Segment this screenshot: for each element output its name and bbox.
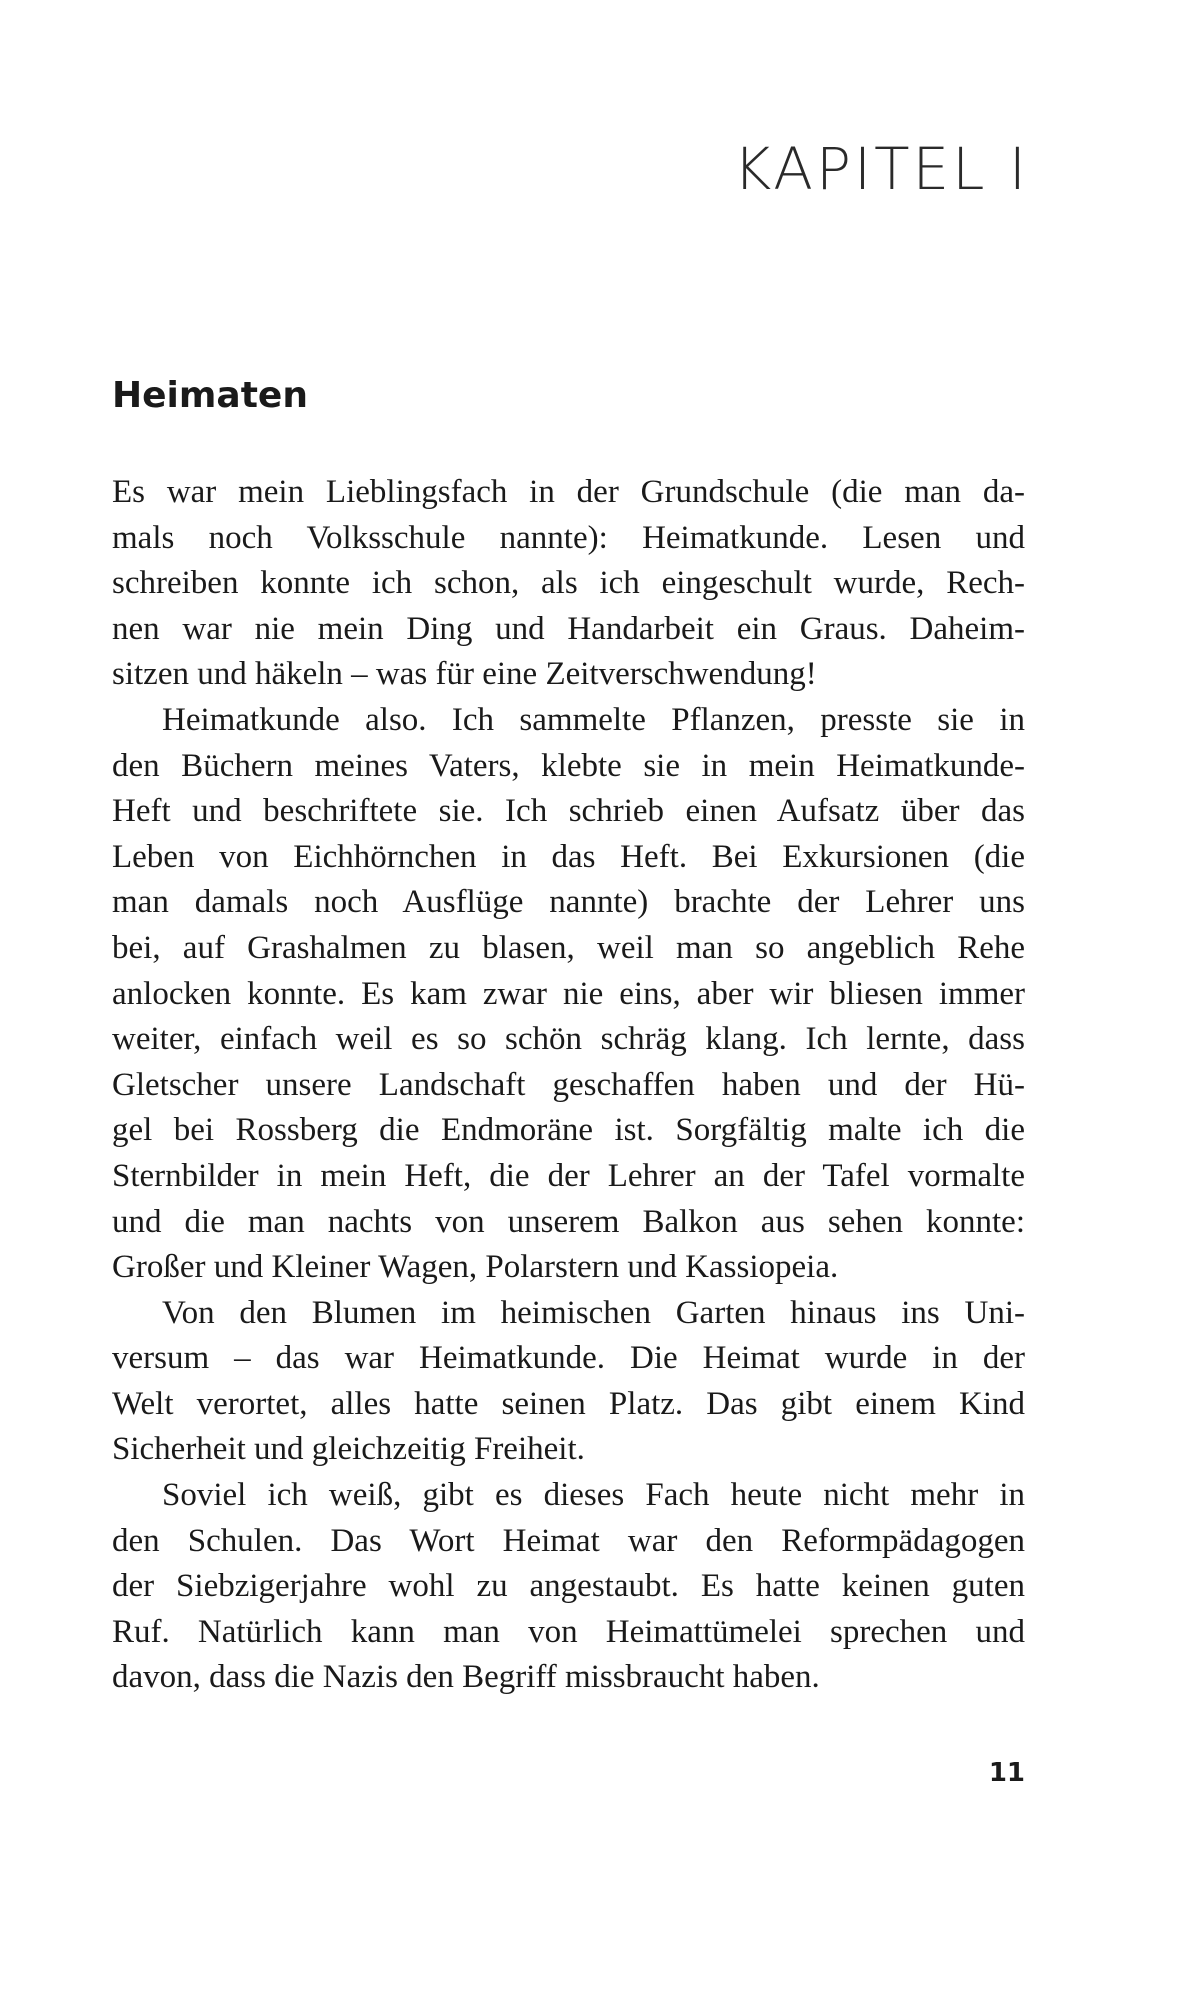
text-line: den Büchern meines Vaters, klebte sie in mein Heimatkunde- [112,747,1025,784]
text-line: Heft und beschriftete sie. Ich schrieb einen Aufsatz über das [112,793,1025,830]
chapter-title: KAPITEL I [733,135,1029,203]
text-line: Sternbilder in mein Heft, die der Lehrer an der Tafel vormalte [112,1157,1025,1194]
text-line: versum – das war Heimatkunde. Die Heimat wurde in der [112,1340,1025,1377]
text-line: bei, auf Grashalmen zu blasen, weil man so angeblich Rehe [112,929,1025,966]
page-number: 11 [988,1758,1025,1788]
text-line: den Schulen. Das Wort Heimat war den Reformpädagogen [112,1522,1025,1559]
text-line: Sicherheit und gleichzeitig Freiheit. [112,1431,585,1468]
paragraph-4 [112,1473,1025,1701]
text-line: Es war mein Lieblingsfach in der Grundschule (die man da- [112,474,1025,510]
text-line: schreiben konnte ich schon, als ich eingeschult wurde, Rech- [112,565,1025,602]
text-line: Großer und Kleiner Wagen, Polarstern und Kassiopeia. [112,1249,839,1286]
text-line: der Siebzigerjahre wohl zu angestaubt. Es hatte keinen guten [112,1568,1025,1605]
paragraph-1 [112,470,1025,698]
text-line: sitzen und häkeln – was für eine Zeitverschwendung! [112,656,817,693]
text-line: anlocken konnte. Es kam zwar nie eins, aber wir bliesen immer [112,975,1025,1012]
body-text [112,470,1025,1701]
paragraph-3 [112,1291,1025,1473]
text-line: mals noch Volksschule nannte): Heimatkunde. Lesen und [112,519,1025,556]
section-heading: Heimaten [112,375,308,416]
text-line: Soviel ich weiß, gibt es dieses Fach heute nicht mehr in [162,1477,1025,1514]
text-line: Heimatkunde also. Ich sammelte Pflanzen, presste sie in [162,701,1025,738]
paragraph-2 [112,698,1025,1291]
text-line: und die man nachts von unserem Balkon aus sehen konnte: [112,1203,1025,1240]
text-line: Ruf. Natürlich kann man von Heimattümelei sprechen und [112,1613,1025,1650]
text-line: Welt verortet, alles hatte seinen Platz. Das gibt einem Kind [112,1385,1025,1422]
text-line: weiter, einfach weil es so schön schräg klang. Ich lernte, dass [112,1021,1025,1058]
text-line: davon, dass die Nazis den Begriff missbraucht haben. [112,1659,820,1696]
text-line: Von den Blumen im heimischen Garten hinaus ins Uni- [162,1294,1025,1331]
text-line: gel bei Rossberg die Endmoräne ist. Sorgfältig malte ich die [112,1112,1025,1149]
text-line: man damals noch Ausflüge nannte) brachte der Lehrer uns [112,884,1025,921]
text-line: Gletscher unsere Landschaft geschaffen haben und der Hü- [112,1066,1025,1103]
text-line: Leben von Eichhörnchen in das Heft. Bei Exkursionen (die [112,838,1025,875]
text-line: nen war nie mein Ding und Handarbeit ein Graus. Daheim- [112,610,1025,647]
